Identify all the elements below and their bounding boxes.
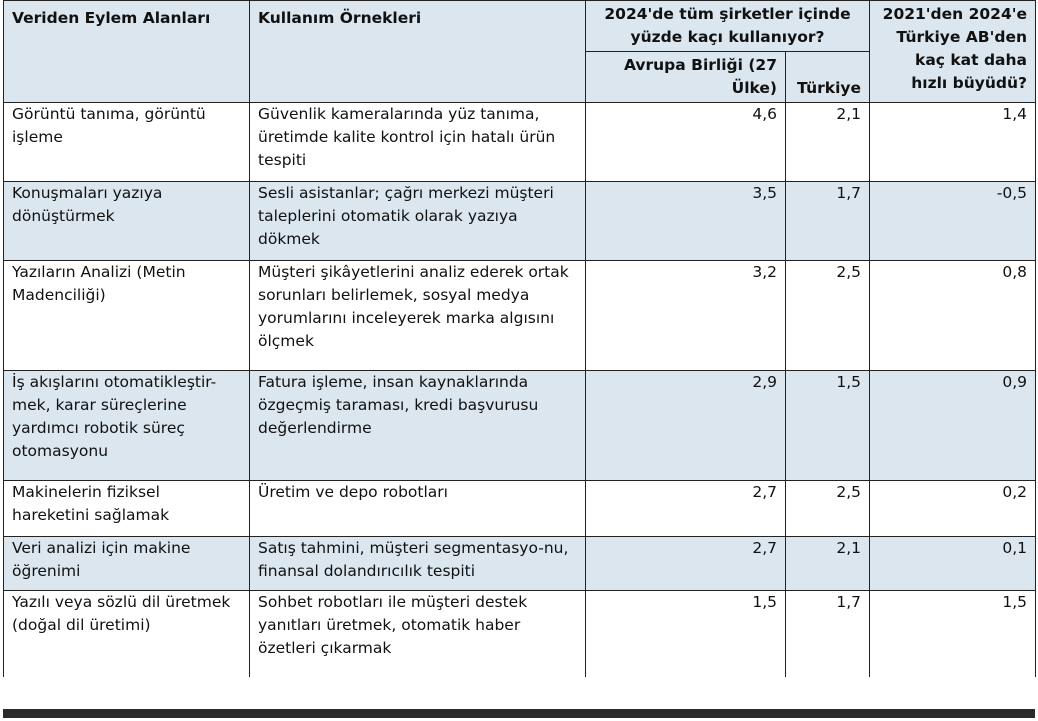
cell-turkey: 2,1 (786, 103, 870, 182)
table-row (4, 103, 1036, 182)
cell-area: Makinelerin fiziksel hareketini sağlamak (4, 481, 250, 537)
header-eu: Avrupa Birliği (27 Ülke) (586, 52, 786, 103)
cell-eu: 1,5 (586, 591, 786, 677)
data-table-container (3, 0, 1035, 718)
cell-area: İş akışlarını otomatikleştir-mek, karar süreçlerine yardımcı robotik süreç otomasyonu (4, 371, 250, 481)
cell-example: Fatura işleme, insan kaynaklarında özgeçmiş taraması, kredi başvurusu değerlendirme (250, 371, 586, 481)
cell-eu: 2,7 (586, 537, 786, 591)
cell-turkey: 1,7 (786, 182, 870, 261)
table-row (4, 481, 1036, 537)
cell-growth: 1,4 (870, 103, 1036, 182)
cell-growth: 0,1 (870, 537, 1036, 591)
table-body (4, 103, 1036, 677)
cell-eu: 3,5 (586, 182, 786, 261)
table-row (4, 182, 1036, 261)
cell-area: Konuşmaları yazıya dönüştürmek (4, 182, 250, 261)
cell-area: Görüntü tanıma, görüntü işleme (4, 103, 250, 182)
cell-growth: 0,8 (870, 261, 1036, 371)
table-header (4, 1, 1036, 103)
cell-turkey: 1,5 (786, 371, 870, 481)
cell-growth: -0,5 (870, 182, 1036, 261)
ai-usage-table (3, 0, 1036, 677)
header-examples: Kullanım Örnekleri (250, 1, 586, 103)
cell-area: Veri analizi için makine öğrenimi (4, 537, 250, 591)
table-row (4, 371, 1036, 481)
cell-turkey: 2,5 (786, 261, 870, 371)
cell-eu: 2,9 (586, 371, 786, 481)
cell-turkey: 1,7 (786, 591, 870, 677)
cell-example: Satış tahmini, müşteri segmentasyo-nu, finansal dolandırıcılık tespiti (250, 537, 586, 591)
header-areas: Veriden Eylem Alanları (4, 1, 250, 103)
cell-growth: 0,9 (870, 371, 1036, 481)
cell-area: Yazıların Analizi (Metin Madenciliği) (4, 261, 250, 371)
cell-growth: 1,5 (870, 591, 1036, 677)
cell-area: Yazılı veya sözlü dil üretmek (doğal dil üretimi) (4, 591, 250, 677)
cell-eu: 3,2 (586, 261, 786, 371)
header-usage-group: 2024'de tüm şirketler içinde yüzde kaçı kullanıyor? (586, 1, 870, 52)
cell-example: Sesli asistanlar; çağrı merkezi müşteri taleplerini otomatik olarak yazıya dökmek (250, 182, 586, 261)
cell-turkey: 2,1 (786, 537, 870, 591)
cell-example: Sohbet robotları ile müşteri destek yanıtları üretmek, otomatik haber özetleri çıkarmak (250, 591, 586, 677)
cell-example: Üretim ve depo robotları (250, 481, 586, 537)
cell-example: Müşteri şikâyetlerini analiz ederek ortak sorunları belirlemek, sosyal medya yorumlarını inceleyerek marka algısını ölçmek (250, 261, 586, 371)
cell-eu: 2,7 (586, 481, 786, 537)
cell-turkey: 2,5 (786, 481, 870, 537)
table-row (4, 261, 1036, 371)
table-row (4, 591, 1036, 677)
cell-growth: 0,2 (870, 481, 1036, 537)
table-row (4, 537, 1036, 591)
header-turkey: Türkiye (786, 52, 870, 103)
bottom-rule (3, 709, 1035, 718)
header-growth: 2021'den 2024'e Türkiye AB'den kaç kat daha hızlı büyüdü? (870, 1, 1036, 103)
cell-eu: 4,6 (586, 103, 786, 182)
cell-example: Güvenlik kameralarında yüz tanıma, üretimde kalite kontrol için hatalı ürün tespiti (250, 103, 586, 182)
